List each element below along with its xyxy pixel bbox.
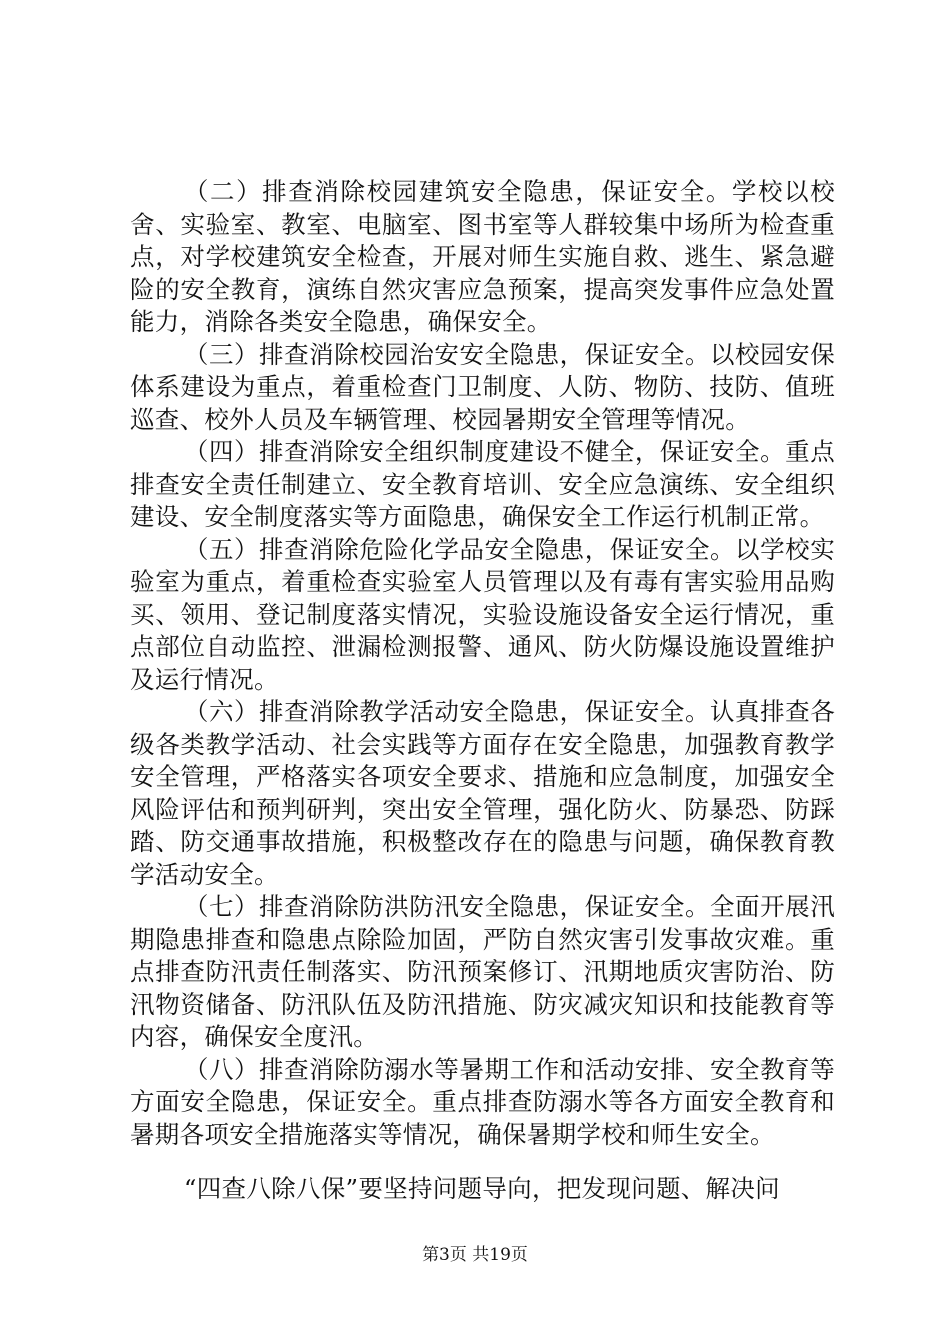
paragraph-5: （五）排查消除危险化学品安全隐患，保证安全。以学校实验室为重点，着重检查实验室人员管理以及有毒有害实验用品购买、领用、登记制度落实情况，实验设施设备安全运行情况，重点部位自动监控、泄漏检测报警、通风、防火防爆设施设置维护及运行情况。 (130, 534, 835, 694)
closing-paragraph: “四查八除八保”要坚持问题导向，把发现问题、解决问 (183, 1174, 780, 1203)
page-footer (0, 1244, 950, 1266)
document-body (130, 176, 835, 1206)
paragraph-2: （二）排查消除校园建筑安全隐患，保证安全。学校以校舍、实验室、教室、电脑室、图书室等人群较集中场所为检查重点，对学校建筑安全检查，开展对师生实施自救、逃生、紧急避险的安全教育，演练自然灾害应急预案，提高突发事件应急处置能力，消除各类安全隐患，确保安全。 (130, 177, 835, 336)
paragraph-7: （七）排查消除防洪防汛安全隐患，保证安全。全面开展汛期隐患排查和隐患点除险加固，严防自然灾害引发事故灾难。重点排查防汛责任制落实、防汛预案修订、汛期地质灾害防治、防汛物资储备、防汛队伍及防汛措施、防灾减灾知识和技能教育等内容，确保安全度汛。 (130, 892, 835, 1051)
page-indicator: 第3页 共19页 (422, 1245, 528, 1265)
paragraph-4: （四）排查消除安全组织制度建设不健全，保证安全。重点排查安全责任制建立、安全教育培训、安全应急演练、安全组织建设、安全制度落实等方面隐患，确保安全工作运行机制正常。 (130, 437, 835, 531)
paragraph-3: （三）排查消除校园治安安全隐患，保证安全。以校园安保体系建设为重点，着重检查门卫制度、人防、物防、技防、值班巡查、校外人员及车辆管理、校园暑期安全管理等情况。 (130, 339, 835, 434)
paragraph-6: （六）排查消除教学活动安全隐患，保证安全。认真排查各级各类教学活动、社会实践等方面存在安全隐患，加强教育教学安全管理，严格落实各项安全要求、措施和应急制度，加强安全风险评估和预判研判，突出安全管理，强化防火、防暴恐、防踩踏、防交通事故措施，积极整改存在的隐患与问题，确保教育教学活动安全。 (130, 697, 835, 889)
paragraph-8: （八）排查消除防溺水等暑期工作和活动安排、安全教育等方面安全隐患，保证安全。重点排查防溺水等各方面安全教育和暑期各项安全措施落实等情况，确保暑期学校和师生安全。 (130, 1054, 835, 1149)
